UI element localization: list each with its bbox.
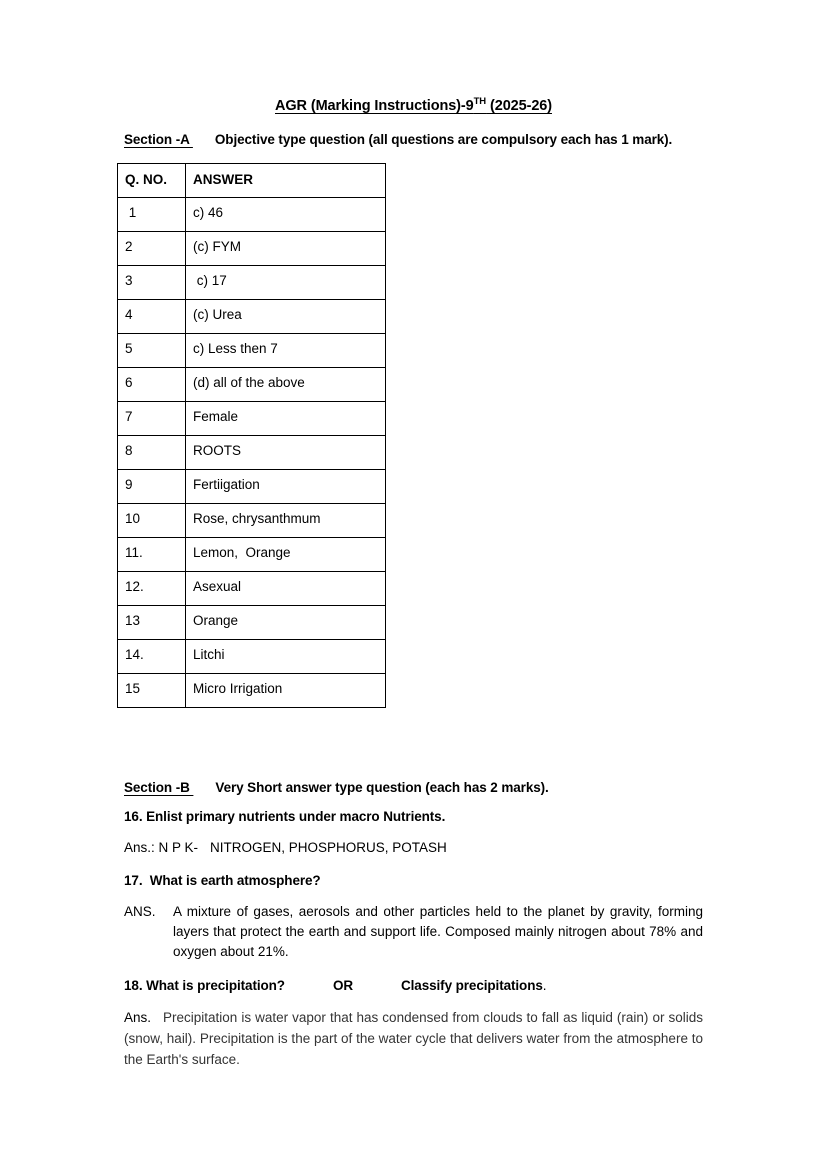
page-title (124, 96, 703, 116)
answer-key-table (117, 163, 386, 708)
table-cell-qno (118, 470, 186, 504)
table-header-qno (118, 164, 186, 198)
table-cell-answer (186, 402, 386, 436)
table-cell-answer (186, 572, 386, 606)
table-row (118, 300, 386, 334)
table-cell-answer (186, 334, 386, 368)
table-row (118, 232, 386, 266)
table-cell-qno (118, 368, 186, 402)
question-17-answer (124, 902, 703, 962)
answer-value: (c) Urea (193, 307, 242, 322)
table-cell-qno (118, 538, 186, 572)
answer-value: ROOTS (193, 443, 242, 458)
table-cell-qno (118, 436, 186, 470)
table-row (118, 538, 386, 572)
section-b-description: Very Short answer type question (each has 2 marks). (215, 780, 549, 795)
table-cell-qno (118, 572, 186, 606)
table-row (118, 368, 386, 402)
qno-value: 10 (125, 511, 141, 526)
question-18-answer-text: Precipitation is water vapor that has condensed from clouds to fall as liquid (rain) or solids (snow, hail). Precipitation is the part of the water cycle that delivers water from the atmosphere to the Earth's surface. (124, 1010, 703, 1067)
table-header-answer (186, 164, 386, 198)
question-16-answer (124, 838, 703, 857)
table-cell-answer (186, 368, 386, 402)
table-cell-answer (186, 606, 386, 640)
section-a-description: Objective type question (all questions are compulsory each has 1 mark). (214, 132, 673, 147)
page-title-main: AGR (Marking Instructions)-9 (275, 98, 474, 114)
qno-value: 13 (125, 613, 141, 628)
table-header-answer-text: ANSWER (193, 172, 253, 187)
table-row (118, 402, 386, 436)
qno-value: 1 (125, 205, 137, 220)
question-18-heading-part1: 18. What is precipitation? (124, 978, 285, 993)
document-content (124, 96, 703, 1070)
question-18-answer-label: Ans. (124, 1010, 152, 1025)
qno-value: 14. (125, 647, 144, 662)
qno-value: 8 (125, 443, 133, 458)
table-row (118, 266, 386, 300)
question-16-heading: 16. Enlist primary nutrients under macro Nutrients. (124, 809, 446, 824)
qno-value: 11. (125, 545, 143, 560)
question-17-answer-label: ANS. (124, 904, 156, 919)
table-row (118, 606, 386, 640)
qno-value: 5 (125, 341, 133, 356)
table-cell-answer (186, 470, 386, 504)
answer-value: c) 46 (193, 205, 224, 220)
section-b-heading (124, 778, 703, 797)
table-cell-answer (186, 300, 386, 334)
page-title-tail: (2025-26) (486, 98, 552, 114)
table-row (118, 436, 386, 470)
qno-value: 9 (125, 477, 133, 492)
section-spacer (124, 708, 703, 778)
answer-value: (c) FYM (193, 239, 241, 254)
table-cell-answer (186, 640, 386, 674)
qno-value: 12. (125, 579, 144, 594)
table-row (118, 674, 386, 708)
question-18-heading (124, 976, 703, 995)
table-cell-answer (186, 674, 386, 708)
table-cell-answer (186, 198, 386, 232)
table-cell-answer (186, 538, 386, 572)
table-header-row (118, 164, 386, 198)
table-row (118, 572, 386, 606)
qno-value: 4 (125, 307, 133, 322)
table-cell-qno (118, 198, 186, 232)
table-cell-answer (186, 232, 386, 266)
answer-value: Fertiigation (193, 477, 260, 492)
answer-value: c) 17 (193, 273, 227, 288)
table-row (118, 470, 386, 504)
question-18-answer (124, 1007, 703, 1070)
table-cell-qno (118, 504, 186, 538)
section-b-label: Section -B (124, 780, 194, 795)
qno-value: 15 (125, 681, 141, 696)
qno-value: 3 (125, 273, 133, 288)
question-18-heading-or: OR (332, 978, 353, 993)
section-a-heading (124, 130, 703, 149)
table-cell-answer (186, 266, 386, 300)
question-16-answer-label: Ans.: N P K- (124, 840, 199, 855)
question-17-answer-text: A mixture of gases, aerosols and other particles held to the planet by gravity, forming layers that protect the earth and support life. Composed mainly nitrogen about 78% and oxygen about 21%. (173, 904, 703, 959)
qno-value: 7 (125, 409, 133, 424)
page-title-superscript: TH (473, 96, 487, 108)
table-header-qno-text: Q. NO. (125, 172, 168, 187)
answer-value: Litchi (193, 647, 225, 662)
table-cell-answer (186, 504, 386, 538)
table-row (118, 504, 386, 538)
answer-value: Asexual (193, 579, 242, 594)
table-cell-qno (118, 300, 186, 334)
table-cell-qno (118, 402, 186, 436)
answer-value: Rose, chrysanthmum (193, 511, 321, 526)
answer-value: Orange (193, 613, 239, 628)
question-18-heading-part2: Classify precipitations (401, 978, 543, 993)
table-row (118, 640, 386, 674)
answer-value: c) Less then 7 (193, 341, 278, 356)
qno-value: 6 (125, 375, 133, 390)
answer-value: (d) all of the above (193, 375, 305, 390)
qno-value: 2 (125, 239, 133, 254)
question-16-answer-text: NITROGEN, PHOSPHORUS, POTASH (210, 840, 447, 855)
table-row (118, 198, 386, 232)
table-cell-qno (118, 334, 186, 368)
table-cell-qno (118, 606, 186, 640)
table-cell-qno (118, 232, 186, 266)
question-18-heading-period: . (542, 978, 547, 993)
section-a-label: Section -A (124, 132, 193, 147)
answer-value: Lemon, Orange (193, 545, 291, 560)
question-17-heading: 17. What is earth atmosphere? (124, 873, 321, 888)
table-cell-answer (186, 436, 386, 470)
table-cell-qno (118, 674, 186, 708)
answer-value: Micro Irrigation (193, 681, 283, 696)
table-cell-qno (118, 640, 186, 674)
table-cell-qno (118, 266, 186, 300)
table-row (118, 334, 386, 368)
answer-value: Female (193, 409, 239, 424)
